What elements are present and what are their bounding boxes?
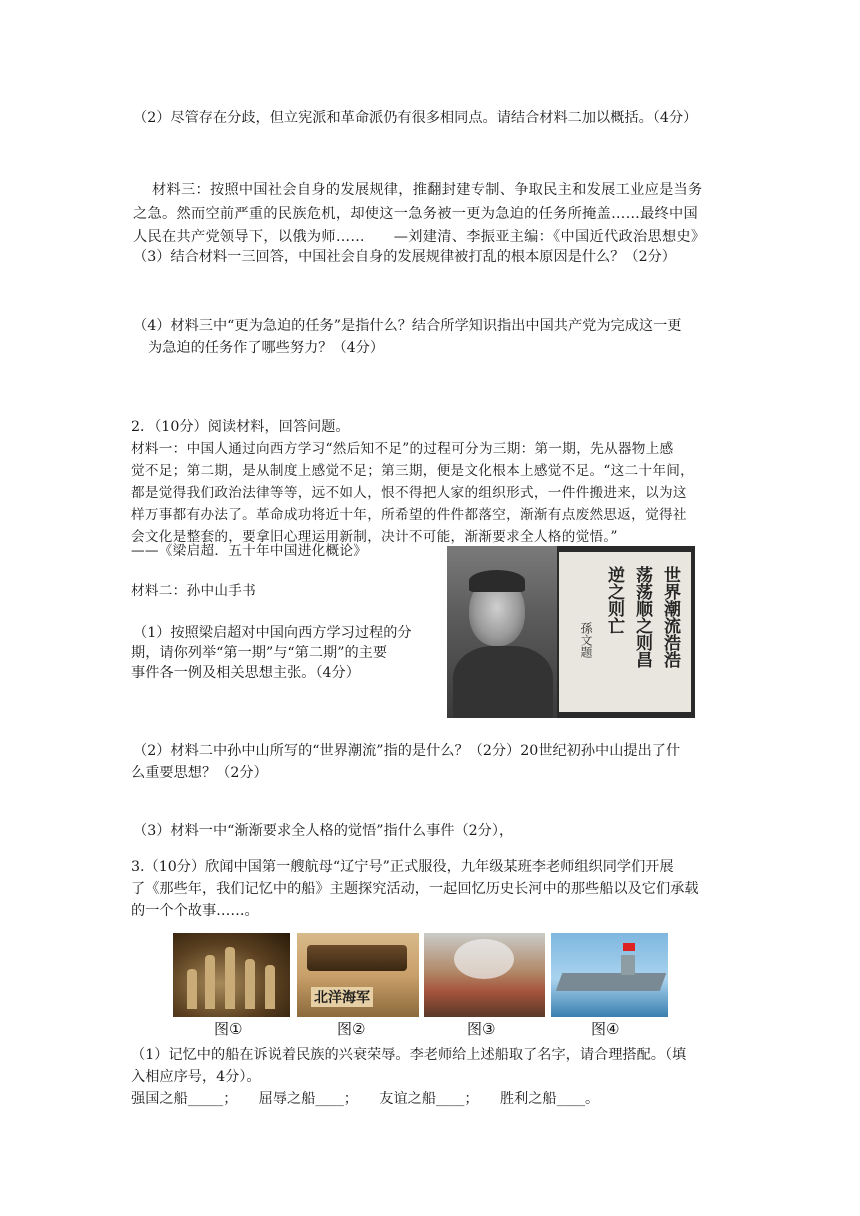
q1-sub4-line2: 为急迫的任务作了哪些努力？（4分）: [148, 340, 385, 356]
figure-shape: [225, 947, 235, 1009]
calligraphy-column-2: 荡荡顺之则昌: [632, 566, 652, 668]
calligraphy-column-3: 逆之则亡: [604, 566, 624, 634]
beiyang-navy-label: 北洋海军: [311, 987, 373, 1007]
q2-material1-line5: 会文化是整套的，要拿旧心理运用新制，决计不可能，渐渐要求全人格的觉悟。”: [131, 529, 618, 545]
caption-4: 图④: [591, 1020, 620, 1038]
q2-material1-source: ——《梁启超．五十年中国进化概论》: [131, 543, 368, 559]
q3-fill-blanks: 强国之船_____； 屈辱之船____； 友谊之船____； 胜利之船____。: [131, 1091, 600, 1107]
portrait: [447, 546, 557, 718]
q3-intro-line2: 了《那些年，我们记忆中的船》主题探究活动，一起回忆历史长河中的那些船以及它们承载: [131, 881, 699, 897]
portrait-hair: [469, 570, 525, 592]
ship-picture-2: [297, 933, 419, 1017]
caption-2: 图②: [337, 1020, 366, 1038]
carrier-deck: [556, 973, 667, 991]
q2-material1-line4: 样万事都有办法了。革命成功将近十年，所希望的件件都落空，渐渐有点废然思返，觉得社: [131, 507, 687, 523]
q2-material1-line2: 觉不足；第二期，是从制度上感觉不足；第三期，便是文化根本上感觉不足。“这二十年间，: [131, 463, 694, 479]
ship-picture-1: [173, 933, 290, 1017]
q1-sub3: （3）结合材料一三回答，中国社会自身的发展规律被打乱的根本原因是什么？（2分）: [133, 249, 676, 265]
q1-material3-line3: 人民在共产党领导下，以俄为师…… —刘建清、李振亚主编：《中国近代政治思想史》: [133, 229, 706, 245]
caption-1: 图①: [214, 1020, 243, 1038]
q1-material3-line1: 材料三：按照中国社会自身的发展规律，推翻封建专制、争取民主和发展工业应是当务: [152, 182, 703, 198]
warship-shape: [307, 945, 407, 971]
q1-sub4-line1: （4）材料三中“更为急迫的任务”是指什么？结合所学知识指出中国共产党为完成这一更: [133, 318, 682, 334]
q3-intro-line1: 3.（10分）欣闻中国第一艘航母“辽宁号”正式服役，九年级某班李老师组织同学们开展: [131, 859, 674, 875]
ship-picture-4: [551, 933, 668, 1017]
calligraphy-signature: 孫文题: [579, 622, 593, 658]
figure-shape: [205, 955, 215, 1009]
calligraphy-column-1: 世界潮流浩浩: [660, 566, 680, 668]
calligraphy-paper: [559, 552, 691, 712]
q2-material1-line3: 都是觉得我们政治法律等等，远不如人，恨不得把人家的组织形式，一件件搬进来，以为这: [131, 485, 687, 501]
q1-sub2: （2）尽管存在分歧，但立宪派和革命派仍有很多相同点。请结合材料二加以概括。（4分）: [133, 110, 698, 126]
q2-material2-label: 材料二：孙中山手书: [131, 583, 257, 599]
caption-3: 图③: [467, 1020, 496, 1038]
q2-sub1-line1: （1）按照梁启超对中国向西方学习过程的分: [133, 625, 412, 641]
figure-shape: [245, 959, 255, 1009]
q2-sub1-line3: 事件各一例及相关思想主张。（4分）: [131, 665, 360, 681]
q2-sub1-line2: 期，请你列举“第一期”与“第二期”的主要: [131, 645, 388, 661]
sun-yatsen-photo: [447, 546, 695, 718]
q1-material3-line2: 之急。然而空前严重的民族危机，却使这一急务被一更为急迫的任务所掩盖……最终中国: [133, 206, 699, 222]
portrait-body: [453, 646, 553, 718]
ship-picture-3: [424, 933, 545, 1017]
q3-intro-line3: 的一个个故事……。: [131, 903, 259, 919]
q2-material1-line1: 材料一：中国人通过向西方学习“然后知不足”的过程可分为三期：第一期，先从器物上感: [131, 441, 674, 457]
q2-sub2-line2: 么重要思想？（2分）: [131, 765, 268, 781]
q2-sub2-line1: （2）材料二中孙中山所写的“世界潮流”指的是什么？（2分）20世纪初孙中山提出了什: [133, 743, 681, 759]
figure-shape: [187, 969, 197, 1009]
q3-sub1-line1: （1）记忆中的船在诉说着民族的兴衰荣辱。李老师给上述船取了名字，请合理搭配。（填: [131, 1047, 687, 1063]
carrier-island: [621, 955, 635, 975]
figure-shape: [265, 965, 275, 1009]
flag-icon: [623, 943, 635, 951]
smoke-shape: [454, 939, 514, 979]
q3-sub1-line2: 入相应序号，4分）。: [131, 1069, 261, 1085]
q2-header: 2．（10分）阅读材料，回答问题。: [131, 419, 350, 435]
q2-sub3: （3）材料一中“渐渐要求全人格的觉悟”指什么事件（2分），: [133, 823, 514, 839]
